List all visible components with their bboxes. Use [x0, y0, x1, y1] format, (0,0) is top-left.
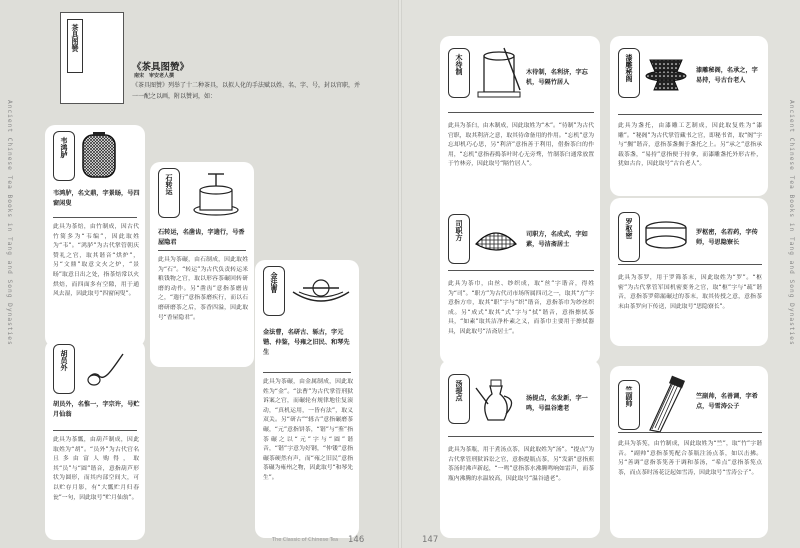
card-tab: 金法曹	[263, 266, 285, 316]
card-rule	[53, 217, 137, 218]
card-tab: 司职方	[448, 214, 470, 264]
intro-paragraph: 《茶具图赞》列举了十二种茶具，以拟人化的手法赋以姓、名、字、号，封以官职，并一一配之以画，附以赞词，如：	[132, 82, 361, 100]
card-rule	[618, 114, 762, 115]
card-tab: 韦鸿胪	[53, 131, 75, 181]
tea-sieve-icon	[642, 218, 690, 252]
card-jin-facao: 金法曹 金法曹，名研古、轹古，字元锴、仲鉴，号雍之旧民、和琴先生 此具为茶碾，由金属制成，因此取姓为“金”。“法曹”为古代掌管刑狱诉案之官，而碾轮有规律地往复滚动，“真机运用，一皆有法”，取义双关。另“研古”“轹古”意指碾磨茶碾，“元”意指饼茶，“锴”与“鉴”指茶碾之以“元”字与“圆”谐音，“锴”字意为好钢，“仲镂”意指碾茶硬然有声，而“雍之旧民”意指茶碾为雍州之物，因此取号“和琴先生”。	[255, 260, 359, 538]
card-tab: 罗枢密	[618, 212, 640, 262]
card-qidiao-muge: 漆雕秘阁 漆雕秘阁，名承之，字易持，号古台老人 此具为盏托，由漆雕工艺制成，因此取复姓为“漆雕”。“秘阁”为古代掌管藏书之官，即秘书省，取“阁”字与“搁”谐音，意指茶盏搁于盏托之上。另“承之”意指承载茶盏，“易持”意指便于持拿，而漆雕盏托外形古朴，犹如古台，因此取号“古台老人”。	[610, 36, 768, 196]
card-rule	[448, 436, 594, 437]
bamboo-whisk-icon	[642, 374, 692, 434]
page-number-left: 146	[348, 535, 365, 545]
card-mu-daizhi: 木待制 木待制，名利济，字忘机，号隔竹居人 此具为茶臼，由木制成，因此取姓为“木”。“待制”为古代官职，取其利济之意，取其待命备用的作用。“忘机”意为忘却机巧心思，另“利济”意指善于利用，借指茶臼的作用，“忘机”意指舂捣茶叶时心无旁骛，竹制茶臼通常放置于竹林旁，因此取号“隔竹居人”。	[440, 36, 600, 232]
side-running-title-left: Ancient Chinese Tea Books in Tang and Song Dynasties	[6, 100, 13, 346]
stone-mill-icon	[188, 170, 244, 218]
card-tab: 汤提点	[448, 374, 470, 424]
tea-ewer-icon	[472, 374, 524, 430]
card-si-zhifang: 司职方 司职方，名成式，字如素，号洁斋居士 此具为茶巾，由丝、纱织成，取“丝”字谐音，得姓为“司”。“职方”为古代司市场所属四司之一，取其“方”字意指方巾，取其“职”字与“织”谐音，意指茶巾为纱丝织成。另“成式”取其“式”字与“拭”谐音，意指擦拭茶具，“如素”取其洁净朴素之义，而茶巾主要用于擦拭器具，因此取号“洁斋居士”。	[440, 200, 600, 364]
chapter-banner	[60, 12, 124, 104]
card-tab: 木待制	[448, 48, 470, 98]
card-tab: 竺副帅	[618, 380, 640, 430]
wooden-mortar-icon	[474, 46, 524, 102]
section-author: 南宋 审安老人撰	[134, 73, 175, 79]
tea-towel-icon	[472, 218, 520, 258]
card-rule	[263, 372, 351, 373]
footer-book-title: The Classic of Chinese Tea	[272, 537, 339, 543]
book-gutter	[398, 0, 402, 548]
card-luo-shumi: 罗枢密 罗枢密，名若药，字传师，号思隐寮长 此具为茶罗，用于罗筛茶末，因此取姓为“罗”。“枢密”为古代掌管军国机密要务之官，取“枢”字与“疏”谐音，意指茶罗筛漏碾过的茶末，取其传授之意，意指茶末由茶罗向下传送，因此取号“思隐寮长”。	[610, 198, 768, 346]
side-running-title-right: Ancient Chinese Tea Books in Tang and Song Dynasties	[788, 100, 795, 346]
banner-frame	[67, 19, 83, 73]
page-number-right: 147	[422, 535, 439, 545]
card-shi-zhuanyun: 石转运 石转运，名凿齿，字遄行，号香屋隐君 此具为茶碾，由石制成，因此取姓为“石”。“转运”为古代负责转运米粮钱物之官，取以形容茶碾回转研磨的动作。另“凿齿”意指茶磨齿之，“遄行”意指茶磨疾行，而以石磨研磨茶之后，茶香四溢，因此取号“香屋隐君”。	[150, 162, 254, 367]
card-rule	[158, 250, 246, 251]
card-rule	[618, 432, 762, 433]
card-tab: 漆雕秘阁	[618, 48, 640, 98]
card-zhu-fushuai: 竺副帅 竺副帅，名善调，字希点，号雪涛公子 此具为茶筅，由竹制成，因此取姓为“竺”，取“竹”字谐音。“副帅”意指茶筅配合茶瓶注汤点茶，如以击拂。另“善调”意指茶筅善于调和茶汤，“希点”意指茶筅点茶，而点茶时汤花泛起如雪涛，因此取号“雪涛公子”。	[610, 366, 768, 538]
card-tang-tidian: 汤提点 汤提点，名发新，字一鸣，号温谷遗老 此具为茶瓶，用于煮汤点茶，因此取姓为“汤”。“提点”为古代掌管刑狱诉讼之官，意指提瓶点茶，另“发新”意指煎茶汤时沸声新起，“一鸣”意指茶水沸腾鸣响如雷声，而茶瓶内沸腾的水温较高，因此取号“温谷遗老”。	[440, 360, 600, 538]
gourd-ladle-icon	[83, 348, 133, 388]
banner-label: 茶具图赞	[71, 24, 79, 52]
card-rule	[618, 264, 762, 265]
card-wei-honglu: 韦鸿胪 韦鸿胪，名文鼎，字景旸，号四窗闲叟 此具为茶焙，由竹制成，因古代竹简多为“韦编”，因此取姓为“韦”。“鸿胪”为古代掌管朝庆赞礼之官，取其谐音“烘炉”，另“文鼎”取意文火之炉，“景旸”取意日出之处，指茶焙常以火烘焙，而四面多有空隙，用于通风去湿，因此取号“四窗闲叟”。	[45, 125, 145, 347]
card-tab: 石转运	[158, 168, 180, 218]
tea-roaster-icon	[79, 131, 119, 181]
card-rule	[53, 430, 137, 431]
section-title: 《茶具图赞》	[132, 62, 190, 73]
card-rule	[448, 270, 594, 271]
card-hu-yuanwai: 胡员外 胡员外，名惟一，字宗许，号贮月仙翁 此具为茶瓢，由葫芦制成，因此取姓为“胡”。“员外”为古代官名且多由富人购得，取其“员”与“圆”谐音，意指葫芦形状为圆形，而其内部空间大，可以贮存月影，有“大瓢贮月归春瓮”一句，因此取号“贮月仙翁”。	[45, 340, 145, 540]
tea-grinder-icon	[289, 276, 353, 310]
cup-stand-icon	[642, 54, 690, 94]
card-tab: 胡员外	[53, 344, 75, 394]
card-rule	[448, 112, 594, 113]
